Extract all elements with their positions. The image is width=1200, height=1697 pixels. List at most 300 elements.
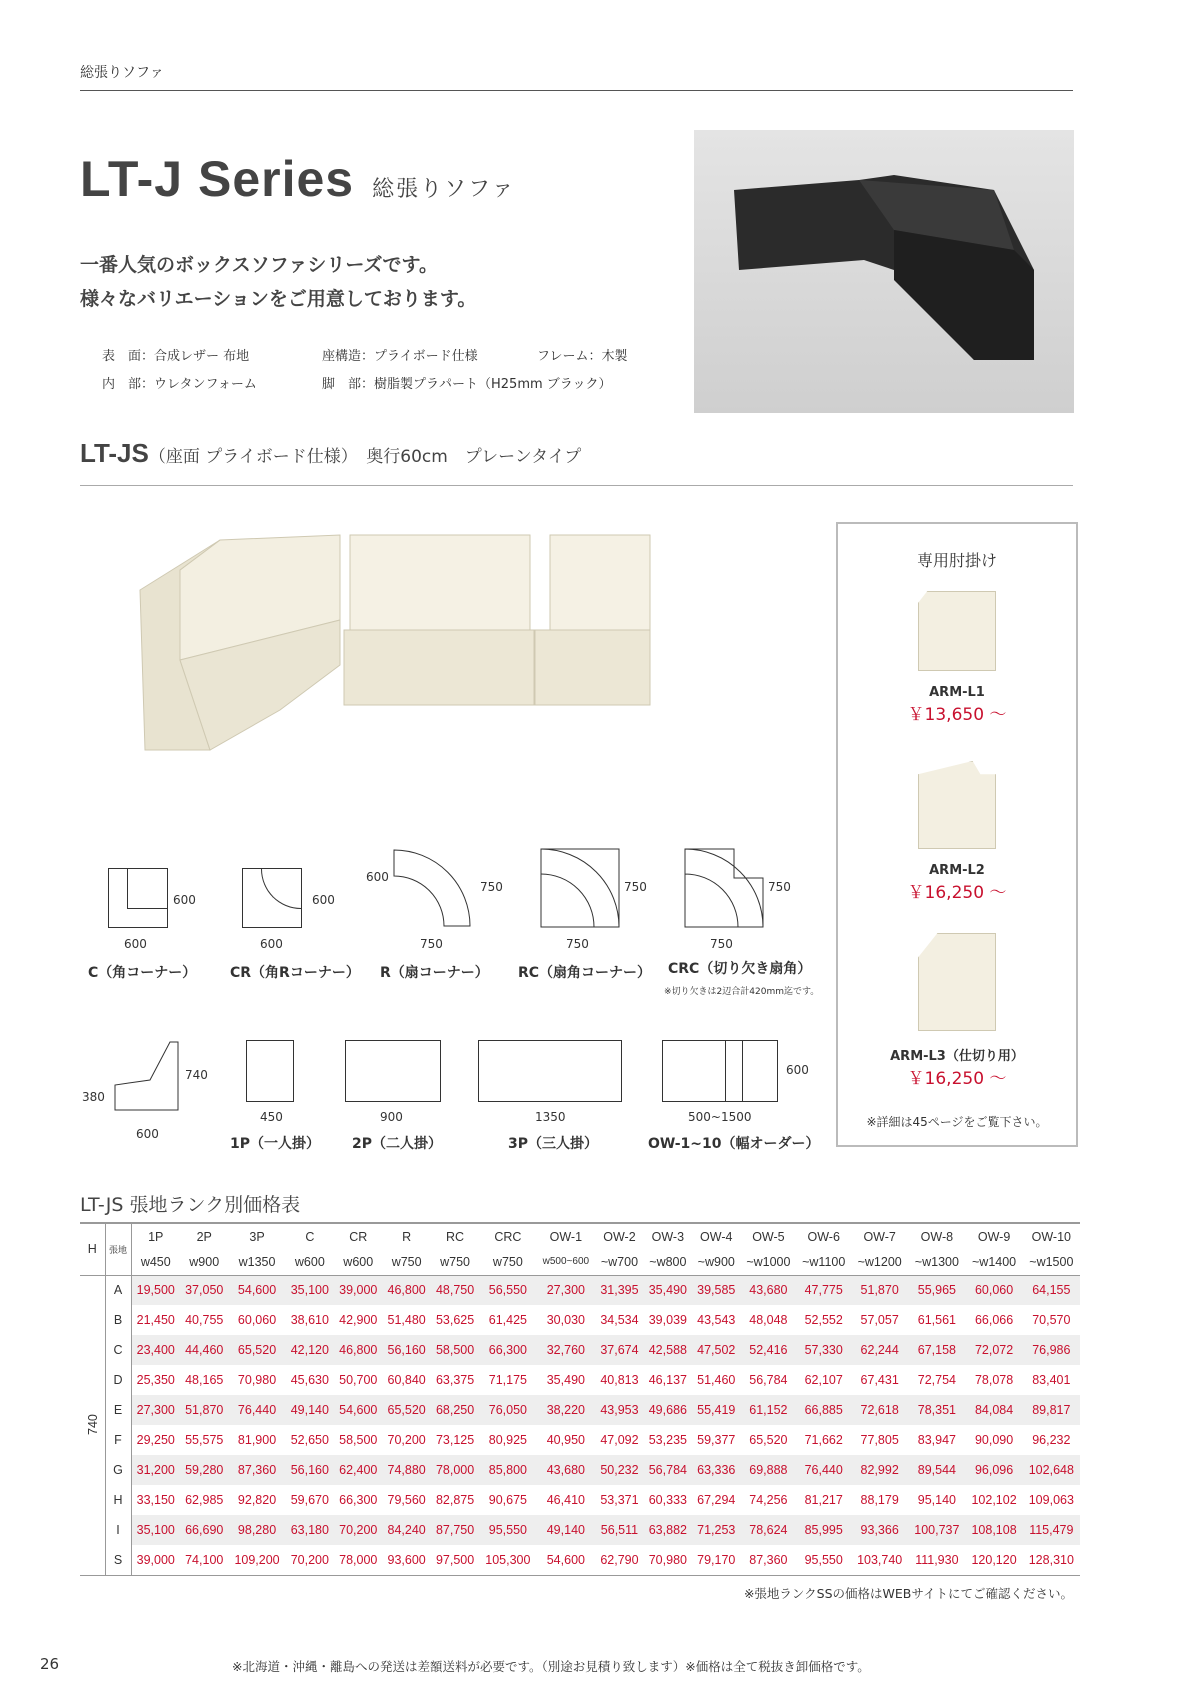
dim: 600: [786, 1063, 809, 1077]
price-cell: 47,775: [796, 1275, 851, 1305]
price-cell: 90,675: [488, 1493, 527, 1507]
column-header: RC: [446, 1229, 465, 1244]
price-cell: 40,813: [600, 1373, 639, 1387]
column-header: OW-7: [863, 1229, 896, 1244]
price-cell: 56,511: [595, 1515, 643, 1545]
arm-l1-name: ARM-L1: [929, 685, 985, 700]
rank-cell: I: [105, 1515, 131, 1545]
price-cell: 79,170: [697, 1552, 736, 1567]
column-width: ~w800: [644, 1249, 692, 1275]
column-header: OW-8: [920, 1229, 954, 1244]
rank-cell: D: [105, 1365, 131, 1395]
column-header: 3P: [249, 1229, 265, 1244]
price-cell: 54,600: [546, 1552, 585, 1567]
dim: 1350: [535, 1110, 566, 1124]
price-cell: 70,200: [290, 1552, 329, 1567]
price-cell: 46,410: [546, 1493, 585, 1507]
price-cell: 31,395: [595, 1275, 643, 1305]
rank-cell: E: [105, 1395, 131, 1425]
rank-cell: H: [105, 1485, 131, 1515]
price-cell: 67,294: [697, 1493, 736, 1507]
price-cell: 78,000: [431, 1455, 479, 1485]
column-header: 1P: [131, 1223, 180, 1249]
table-row: [80, 1545, 1080, 1575]
page-title: [80, 150, 516, 208]
dim: 750: [710, 937, 733, 951]
price-cell: 52,552: [804, 1313, 843, 1327]
price-cell: 49,140: [536, 1515, 595, 1545]
price-cell: 115,479: [1023, 1515, 1080, 1545]
price-cell: 60,060: [237, 1313, 277, 1327]
arm-l2-image: [918, 761, 996, 849]
price-cell: 103,740: [857, 1552, 903, 1567]
price-cell: 60,060: [965, 1275, 1022, 1305]
column-width: w600: [286, 1249, 334, 1275]
price-cell: 47,502: [692, 1335, 740, 1365]
price-cell: 65,520: [228, 1335, 285, 1365]
column-header: OW-1: [549, 1229, 583, 1244]
corner-rc-label: RC（扇角コーナー）: [518, 965, 652, 981]
1p-label: 1P（一人掛）: [230, 1136, 321, 1152]
price-cell: 83,401: [1032, 1373, 1071, 1387]
series-name: LT-J Series: [80, 151, 355, 207]
price-cell: 42,120: [286, 1335, 334, 1365]
price-cell: 42,588: [644, 1335, 692, 1365]
dim: 750: [480, 880, 503, 894]
price-cell: 78,624: [740, 1515, 796, 1545]
price-cell: 49,140: [286, 1395, 334, 1425]
side-view-diagram: [110, 1040, 180, 1115]
price-cell: 92,820: [237, 1493, 277, 1507]
height-cell: 740: [85, 1414, 100, 1436]
column-width: w750: [479, 1249, 536, 1275]
table-row: [80, 1275, 1080, 1305]
column-width: ~w1300: [908, 1249, 965, 1275]
dim: 450: [260, 1110, 283, 1124]
price-cell: 69,888: [740, 1455, 796, 1485]
column-header: OW-3: [651, 1229, 685, 1244]
price-cell: 35,100: [286, 1275, 334, 1305]
price-cell: 27,300: [131, 1395, 180, 1425]
price-cell: 128,310: [1028, 1552, 1074, 1567]
column-header: OW-5: [752, 1229, 785, 1244]
dim: 750: [768, 880, 791, 894]
column-width: w750: [382, 1249, 430, 1275]
arm-l3-price: ￥16,250 ～: [907, 1069, 1007, 1089]
price-cell: 90,090: [974, 1433, 1014, 1447]
price-cell: 81,217: [804, 1493, 843, 1507]
price-cell: 51,480: [387, 1313, 426, 1327]
price-cell: 76,440: [796, 1455, 851, 1485]
price-cell: 89,817: [1023, 1395, 1080, 1425]
price-cell: 27,300: [536, 1275, 595, 1305]
price-cell: 72,072: [965, 1335, 1022, 1365]
price-cell: 62,244: [851, 1335, 908, 1365]
price-cell: 39,039: [648, 1313, 687, 1327]
price-cell: 109,063: [1028, 1493, 1074, 1507]
price-cell: 95,140: [917, 1493, 956, 1507]
price-cell: 96,096: [965, 1455, 1022, 1485]
series-subtitle: 総張りソファ: [372, 176, 516, 201]
column-width: w900: [180, 1249, 228, 1275]
price-cell: 66,300: [479, 1335, 536, 1365]
price-cell: 100,737: [908, 1515, 965, 1545]
table-row: [80, 1335, 1080, 1365]
column-header: OW-4: [700, 1229, 733, 1244]
price-cell: 76,986: [1023, 1335, 1080, 1365]
price-cell: 56,160: [382, 1335, 430, 1365]
price-cell: 43,680: [740, 1275, 796, 1305]
price-cell: 37,674: [595, 1335, 643, 1365]
price-cell: 66,690: [180, 1515, 228, 1545]
divider: [80, 485, 1073, 486]
armrest-panel: [836, 522, 1078, 1147]
column-width: ~w700: [595, 1249, 643, 1275]
column-width: ~w900: [692, 1249, 740, 1275]
price-cell: 46,800: [334, 1335, 382, 1365]
dim: 750: [420, 937, 443, 951]
dim: 740: [185, 1068, 208, 1082]
price-table: [80, 1222, 1080, 1576]
price-cell: 39,585: [692, 1275, 740, 1305]
price-cell: 49,686: [644, 1395, 692, 1425]
price-cell: 95,550: [479, 1515, 536, 1545]
price-cell: 78,078: [974, 1373, 1014, 1387]
price-table-title: LT-JS 張地ランク別価格表: [80, 1194, 301, 1216]
price-cell: 66,066: [974, 1313, 1014, 1327]
price-cell: 61,152: [740, 1395, 796, 1425]
price-cell: 87,750: [431, 1515, 479, 1545]
price-cell: 40,950: [546, 1433, 585, 1447]
page-number: 26: [40, 1655, 60, 1673]
price-cell: 61,425: [488, 1313, 527, 1327]
price-cell: 55,965: [908, 1275, 965, 1305]
dim: 600: [260, 937, 283, 951]
price-cell: 67,158: [908, 1335, 965, 1365]
price-cell: 78,351: [908, 1395, 965, 1425]
2p-diagram: [345, 1040, 441, 1102]
price-cell: 72,618: [851, 1395, 908, 1425]
price-cell: 70,570: [1032, 1313, 1071, 1327]
footer-note: ※北海道・沖縄・離島への発送は差額送料が必要です。（別途お見積り致します）※価格は全て税抜き卸価格です。: [232, 1659, 870, 1674]
price-cell: 70,200: [334, 1515, 382, 1545]
price-cell: 59,280: [180, 1455, 228, 1485]
spec-inner: 内 部：ウレタンフォーム: [102, 377, 257, 392]
table-row: [80, 1485, 1080, 1515]
price-cell: 65,520: [749, 1433, 788, 1447]
section-header: 総張りソファ: [80, 65, 164, 81]
table-row: [80, 1395, 1080, 1425]
price-cell: 67,431: [860, 1373, 899, 1387]
table-row: [80, 1305, 1080, 1335]
rank-cell: C: [105, 1335, 131, 1365]
price-cell: 70,980: [648, 1552, 687, 1567]
spec-surface: 表 面：合成レザー 布地: [102, 349, 250, 364]
price-cell: 93,600: [387, 1552, 426, 1567]
dim: 600: [136, 1127, 159, 1141]
white-sofa-image: [130, 530, 660, 810]
price-cell: 54,600: [334, 1395, 382, 1425]
dim: 750: [624, 880, 647, 894]
price-cell: 57,330: [796, 1335, 851, 1365]
2p-label: 2P（二人掛）: [352, 1136, 443, 1152]
rank-cell: F: [105, 1425, 131, 1455]
price-cell: 45,630: [290, 1373, 329, 1387]
price-cell: 79,560: [387, 1493, 426, 1507]
price-cell: 76,050: [479, 1395, 536, 1425]
price-cell: 60,840: [387, 1373, 426, 1387]
arm-l3-image: [918, 933, 996, 1031]
price-cell: 102,648: [1023, 1455, 1080, 1485]
corner-cr-label: CR（角Rコーナー）: [230, 965, 360, 981]
price-cell: 95,550: [804, 1552, 843, 1567]
spec-seat: 座構造：プライボード仕様: [322, 349, 478, 364]
crc-note: ※切り欠きは2辺合計420mm迄です。: [664, 987, 820, 997]
price-cell: 23,400: [131, 1335, 180, 1365]
price-cell: 62,107: [804, 1373, 843, 1387]
h-header: H: [80, 1223, 105, 1275]
price-cell: 83,947: [917, 1433, 956, 1447]
1p-diagram: [246, 1040, 294, 1102]
armrest-title: 専用肘掛け: [916, 551, 997, 570]
price-cell: 111,930: [915, 1552, 959, 1567]
price-cell: 46,137: [648, 1373, 687, 1387]
rank-cell: B: [105, 1305, 131, 1335]
arm-l3-name: ARM-L3（仕切り用）: [890, 1049, 1024, 1064]
model-subtitle: [80, 438, 581, 469]
price-cell: 87,360: [749, 1552, 788, 1567]
price-cell: 96,232: [1032, 1433, 1071, 1447]
product-photo: [694, 130, 1074, 413]
dim: 600: [173, 893, 196, 907]
table-row: [80, 1455, 1080, 1485]
divider: [80, 90, 1073, 91]
price-cell: 84,084: [965, 1395, 1022, 1425]
column-header: R: [402, 1229, 412, 1244]
price-cell: 52,416: [740, 1335, 796, 1365]
column-width: w750: [431, 1249, 479, 1275]
price-cell: 71,175: [488, 1373, 527, 1387]
column-width: ~w1500: [1023, 1249, 1080, 1275]
price-cell: 74,256: [749, 1493, 788, 1507]
price-cell: 65,520: [382, 1395, 430, 1425]
price-cell: 35,490: [644, 1275, 692, 1305]
price-cell: 44,460: [180, 1335, 228, 1365]
price-cell: 70,980: [237, 1373, 277, 1387]
column-header: OW-10: [1031, 1229, 1072, 1244]
corner-c-diagram: [108, 868, 168, 928]
price-cell: 71,662: [804, 1433, 843, 1447]
dim: 380: [82, 1090, 105, 1104]
price-cell: 85,800: [479, 1455, 536, 1485]
price-cell: 87,360: [228, 1455, 285, 1485]
corner-r-diagram: [392, 848, 472, 928]
spec-legs: 脚 部：樹脂製プラパート（H25mm ブラック）: [322, 377, 612, 392]
price-cell: 55,419: [692, 1395, 740, 1425]
price-cell: 40,755: [185, 1313, 224, 1327]
corner-r-label: R（扇コーナー）: [380, 965, 489, 981]
price-cell: 43,543: [697, 1313, 736, 1327]
price-cell: 21,450: [131, 1305, 180, 1335]
model-desc: （座面 プライボード仕様） 奥行60cm プレーンタイプ: [148, 447, 582, 467]
price-cell: 25,350: [131, 1365, 180, 1395]
rank-cell: S: [105, 1545, 131, 1575]
arm-l2-price: ￥16,250 ～: [907, 883, 1007, 903]
price-cell: 47,092: [600, 1433, 639, 1447]
price-cell: 35,100: [131, 1515, 180, 1545]
price-cell: 66,300: [339, 1493, 378, 1507]
column-header: CR: [349, 1229, 368, 1244]
price-cell: 89,544: [908, 1455, 965, 1485]
column-width: ~w1200: [851, 1249, 908, 1275]
price-cell: 78,000: [339, 1552, 378, 1567]
price-cell: 33,150: [131, 1485, 180, 1515]
price-cell: 74,100: [185, 1552, 224, 1567]
price-cell: 109,200: [234, 1552, 280, 1567]
dim: 500~1500: [688, 1110, 752, 1124]
price-cell: 35,490: [546, 1373, 585, 1387]
price-cell: 42,900: [339, 1313, 378, 1327]
column-width: w1350: [228, 1249, 285, 1275]
price-cell: 30,030: [546, 1313, 585, 1327]
price-cell: 74,880: [382, 1455, 430, 1485]
arm-l2-name: ARM-L2: [929, 863, 985, 878]
dim: 600: [312, 893, 335, 907]
price-cell: 34,534: [600, 1313, 639, 1327]
corner-cr-diagram: [242, 868, 302, 928]
price-cell: 102,102: [971, 1493, 1017, 1507]
column-width: w450: [131, 1249, 180, 1275]
price-table-section: [80, 1222, 1080, 1602]
table-row: [80, 1365, 1080, 1395]
3p-label: 3P（三人掛）: [508, 1136, 599, 1152]
price-cell: 76,440: [228, 1395, 285, 1425]
dim: 750: [566, 937, 589, 951]
column-header: OW-6: [807, 1229, 840, 1244]
price-cell: 43,680: [536, 1455, 595, 1485]
column-width: w500~600: [536, 1249, 595, 1275]
price-cell: 48,165: [185, 1373, 224, 1387]
price-cell: 39,000: [131, 1545, 180, 1575]
lead-line: 一番人気のボックスソファシリーズです。: [80, 254, 438, 276]
price-cell: 59,377: [697, 1433, 736, 1447]
lead-text: [80, 248, 476, 316]
model-code: LT-JS: [80, 438, 149, 468]
price-cell: 62,985: [185, 1493, 224, 1507]
price-cell: 55,575: [185, 1433, 224, 1447]
price-cell: 38,220: [536, 1395, 595, 1425]
arm-l1-image: [918, 591, 996, 671]
price-cell: 56,784: [749, 1373, 788, 1387]
price-cell: 56,160: [286, 1455, 334, 1485]
table-row: [80, 1425, 1080, 1455]
price-cell: 120,120: [971, 1552, 1017, 1567]
black-sofa-image: [694, 130, 1074, 413]
column-header: CRC: [494, 1229, 522, 1244]
column-header: OW-9: [977, 1229, 1011, 1244]
corner-c-label: C（角コーナー）: [88, 965, 197, 981]
price-cell: 43,953: [595, 1395, 643, 1425]
price-cell: 50,232: [595, 1455, 643, 1485]
price-cell: 62,400: [334, 1455, 382, 1485]
price-cell: 82,992: [851, 1455, 908, 1485]
column-width: ~w1100: [796, 1249, 851, 1275]
price-cell: 53,625: [435, 1313, 475, 1327]
price-cell: 93,366: [851, 1515, 908, 1545]
rank-header: 張地: [105, 1223, 131, 1275]
table-note: ※張地ランクSSの価格はWEBサイトにてご確認ください。: [743, 1585, 1073, 1601]
price-cell: 53,235: [648, 1433, 687, 1447]
price-cell: 62,790: [600, 1552, 639, 1567]
rank-cell: A: [105, 1275, 131, 1305]
price-cell: 82,875: [435, 1493, 475, 1507]
column-header: C: [305, 1229, 315, 1244]
price-cell: 56,550: [479, 1275, 536, 1305]
price-cell: 48,048: [749, 1313, 788, 1327]
armrest-note: ※詳細は45ページをご覧下さい。: [866, 1115, 1048, 1129]
column-width: ~w1400: [965, 1249, 1022, 1275]
price-cell: 71,253: [692, 1515, 740, 1545]
price-cell: 73,125: [435, 1433, 475, 1447]
price-cell: 59,670: [290, 1493, 329, 1507]
price-cell: 48,750: [431, 1275, 479, 1305]
corner-crc-label: CRC（切り欠き扇角）: [668, 961, 812, 977]
column-width: ~w1000: [740, 1249, 796, 1275]
price-cell: 81,900: [237, 1433, 277, 1447]
price-cell: 57,057: [860, 1313, 899, 1327]
price-cell: 50,700: [339, 1373, 378, 1387]
lead-line: 様々なバリエーションをご用意しております。: [80, 288, 477, 310]
corner-rc-diagram: [540, 848, 620, 928]
price-cell: 60,333: [648, 1493, 687, 1507]
rank-cell: G: [105, 1455, 131, 1485]
price-cell: 51,870: [851, 1275, 908, 1305]
price-cell: 84,240: [382, 1515, 430, 1545]
price-cell: 58,500: [431, 1335, 479, 1365]
spec-frame: フレーム：木製: [537, 349, 628, 364]
price-cell: 80,925: [488, 1433, 527, 1447]
price-cell: 46,800: [382, 1275, 430, 1305]
price-cell: 98,280: [228, 1515, 285, 1545]
price-cell: 39,000: [334, 1275, 382, 1305]
price-cell: 72,754: [917, 1373, 956, 1387]
price-cell: 70,200: [387, 1433, 426, 1447]
price-cell: 38,610: [290, 1313, 329, 1327]
column-header: 2P: [196, 1229, 212, 1244]
3p-diagram: [478, 1040, 622, 1102]
price-cell: 56,784: [644, 1455, 692, 1485]
price-cell: 63,336: [692, 1455, 740, 1485]
price-cell: 64,155: [1023, 1275, 1080, 1305]
price-cell: 66,885: [796, 1395, 851, 1425]
price-cell: 19,500: [131, 1275, 180, 1305]
price-cell: 77,805: [860, 1433, 899, 1447]
dim: 600: [366, 870, 389, 884]
price-cell: 63,882: [644, 1515, 692, 1545]
corner-crc-diagram: [684, 848, 764, 928]
price-cell: 63,180: [286, 1515, 334, 1545]
price-cell: 37,050: [180, 1275, 228, 1305]
price-cell: 97,500: [435, 1552, 475, 1567]
price-cell: 31,200: [131, 1455, 180, 1485]
price-cell: 52,650: [290, 1433, 329, 1447]
price-cell: 29,250: [131, 1425, 180, 1455]
ow-diagram: [662, 1040, 778, 1102]
table-row: [80, 1515, 1080, 1545]
price-cell: 54,600: [228, 1275, 285, 1305]
price-cell: 85,995: [796, 1515, 851, 1545]
price-cell: 63,375: [435, 1373, 475, 1387]
